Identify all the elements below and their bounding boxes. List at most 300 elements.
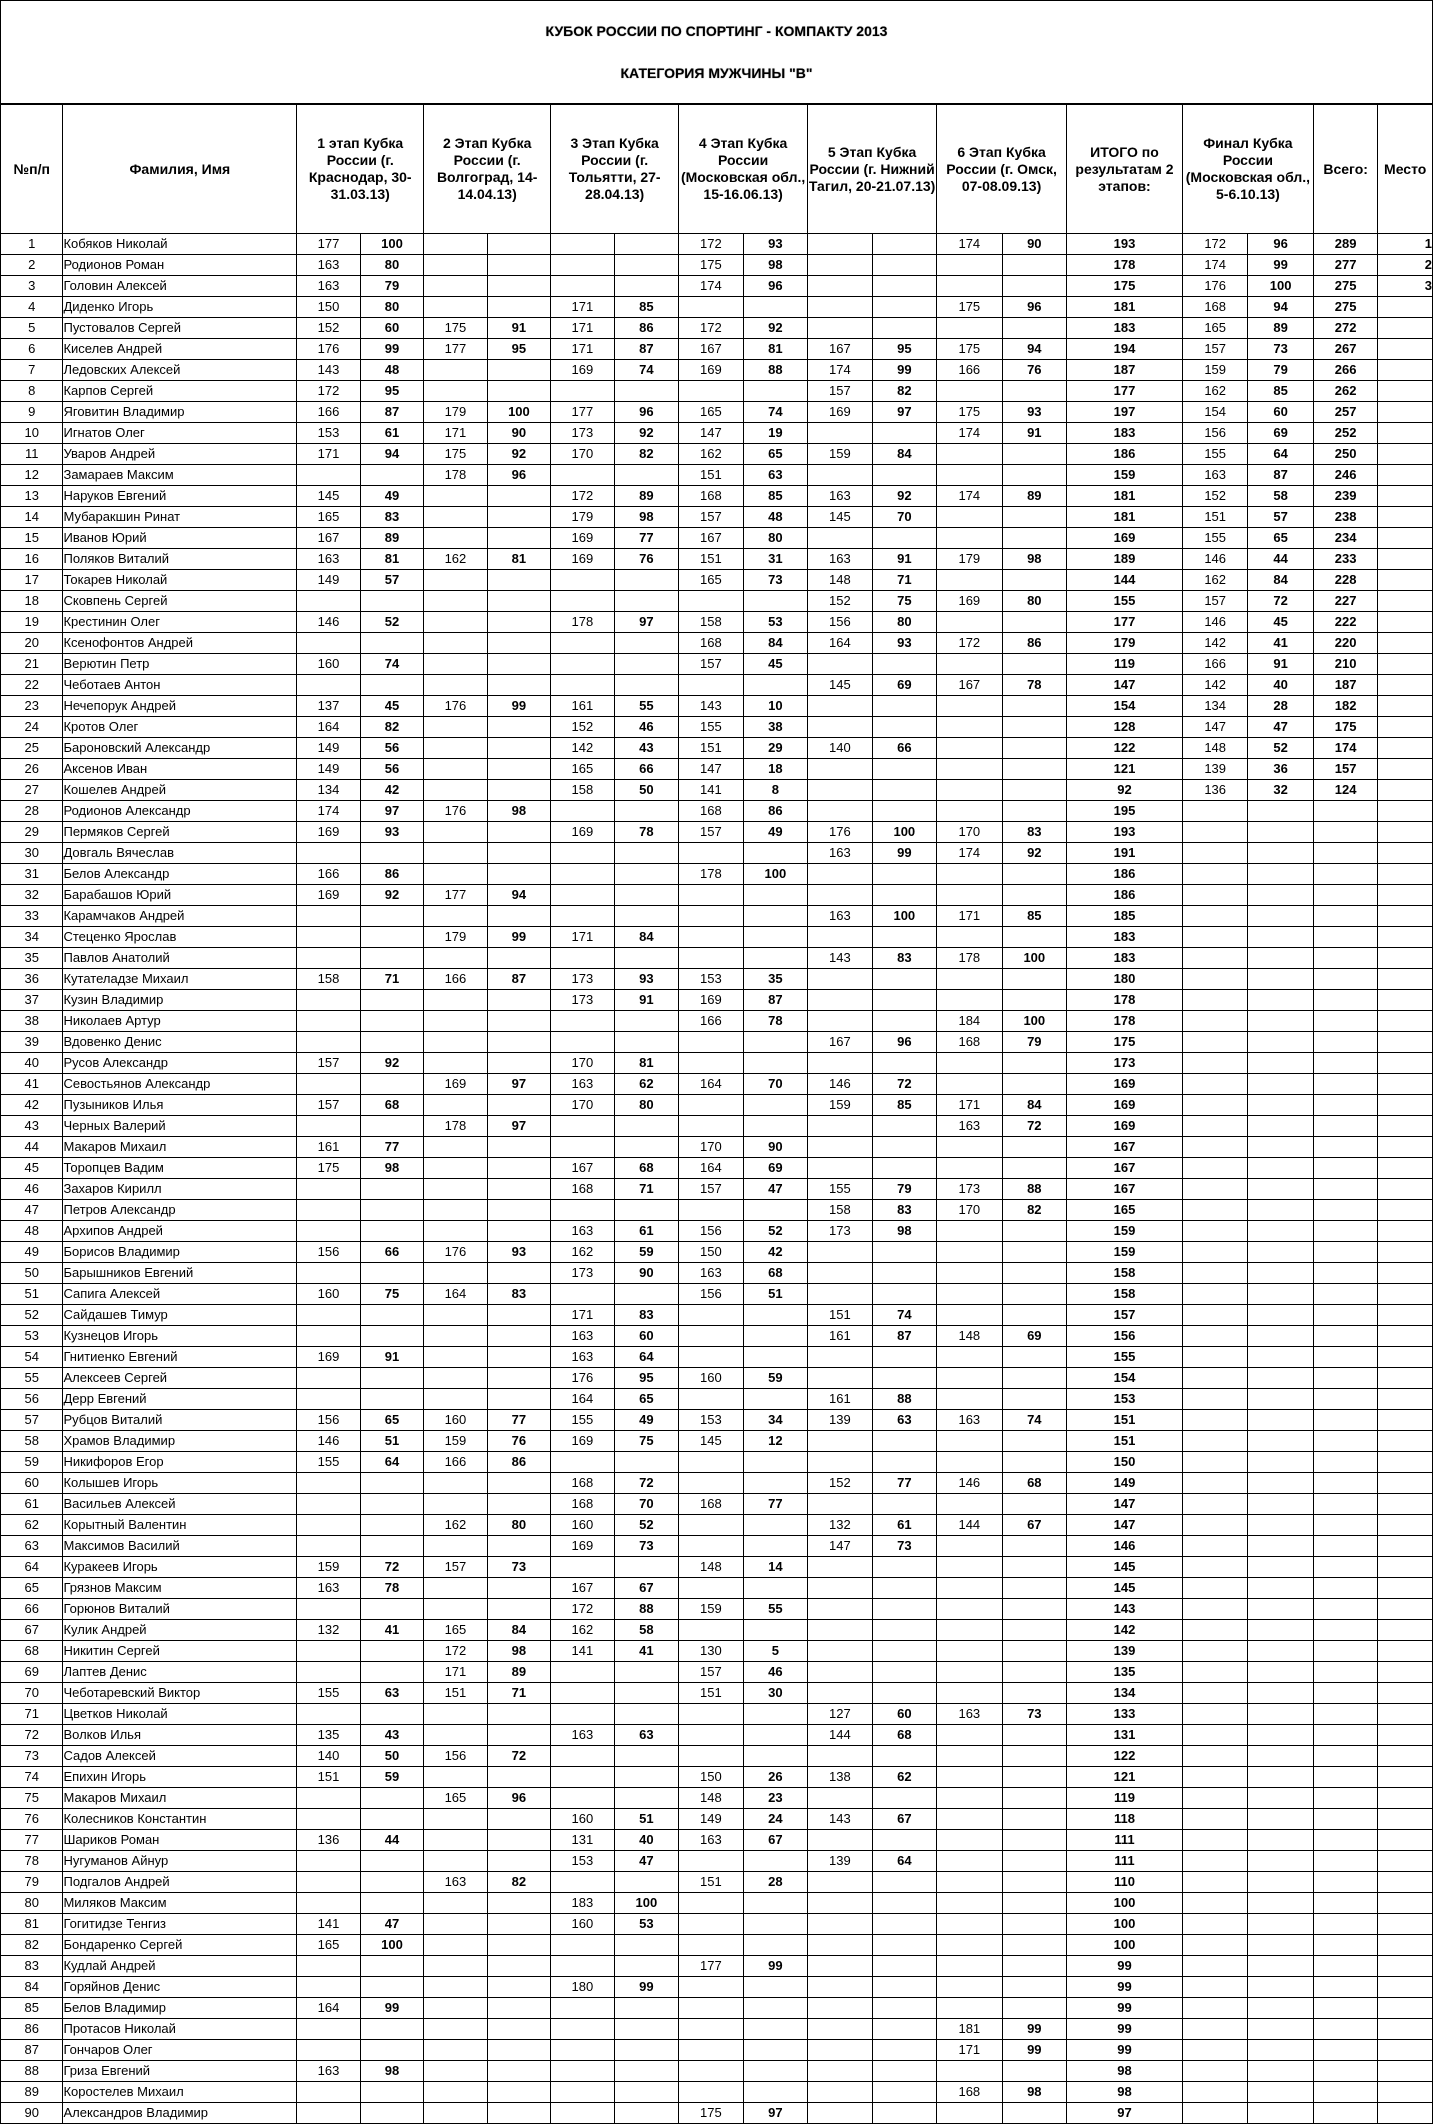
stage3-score-cell: 172 bbox=[551, 486, 614, 507]
grand-total-cell bbox=[1313, 1935, 1377, 1956]
two-stage-total-cell: 121 bbox=[1067, 1767, 1183, 1788]
row-number-cell: 8 bbox=[1, 381, 63, 402]
final-score-cell: 147 bbox=[1182, 717, 1247, 738]
athlete-name-cell: Наруков Евгений bbox=[63, 486, 297, 507]
final-points-cell bbox=[1248, 1305, 1314, 1326]
stage5-points-cell: 83 bbox=[872, 1200, 937, 1221]
row-number-cell: 54 bbox=[1, 1347, 63, 1368]
stage5-points-cell: 100 bbox=[872, 906, 937, 927]
two-stage-total-cell: 135 bbox=[1067, 1662, 1183, 1683]
stage4-score-cell: 149 bbox=[679, 1809, 743, 1830]
stage1-points-cell bbox=[360, 1494, 423, 1515]
stage1-points-cell bbox=[360, 1389, 423, 1410]
stage4-score-cell: 150 bbox=[679, 1242, 743, 1263]
stage1-points-cell bbox=[360, 1704, 423, 1725]
stage5-points-cell bbox=[872, 780, 937, 801]
stage3-score-cell: 163 bbox=[551, 1347, 614, 1368]
stage5-score-cell: 148 bbox=[808, 570, 872, 591]
table-row bbox=[1, 507, 1433, 528]
row-number-cell: 71 bbox=[1, 1704, 63, 1725]
stage6-points-cell bbox=[1002, 318, 1066, 339]
col-header-stage5: 5 Этап Кубка России (г. Нижний Тагил, 20-21.07.13) bbox=[808, 105, 937, 234]
stage2-points-cell bbox=[487, 570, 550, 591]
row-number-cell: 81 bbox=[1, 1914, 63, 1935]
stage2-score-cell bbox=[424, 1851, 487, 1872]
place-cell bbox=[1378, 1536, 1433, 1557]
stage2-points-cell bbox=[487, 1599, 550, 1620]
table-row bbox=[1, 1557, 1433, 1578]
final-points-cell bbox=[1248, 1746, 1314, 1767]
stage2-points-cell: 81 bbox=[487, 549, 550, 570]
stage6-score-cell bbox=[937, 738, 1002, 759]
stage5-points-cell bbox=[872, 969, 937, 990]
athlete-name-cell: Аксенов Иван bbox=[63, 759, 297, 780]
stage1-score-cell: 167 bbox=[297, 528, 360, 549]
stage2-points-cell: 73 bbox=[487, 1557, 550, 1578]
final-score-cell: 154 bbox=[1182, 402, 1247, 423]
stage1-score-cell bbox=[297, 1074, 360, 1095]
stage1-points-cell bbox=[360, 2082, 423, 2103]
athlete-name-cell: Цветков Николай bbox=[63, 1704, 297, 1725]
final-score-cell bbox=[1182, 2103, 1247, 2124]
table-row bbox=[1, 759, 1433, 780]
stage2-points-cell: 98 bbox=[487, 1641, 550, 1662]
stage5-score-cell bbox=[808, 1368, 872, 1389]
final-score-cell bbox=[1182, 1095, 1247, 1116]
row-number-cell: 48 bbox=[1, 1221, 63, 1242]
stage3-score-cell bbox=[551, 2019, 614, 2040]
results-body bbox=[1, 234, 1433, 2124]
stage4-points-cell bbox=[743, 1095, 807, 1116]
place-cell bbox=[1378, 1095, 1433, 1116]
stage5-score-cell bbox=[808, 423, 872, 444]
place-cell bbox=[1378, 1242, 1433, 1263]
stage4-score-cell: 157 bbox=[679, 654, 743, 675]
stage1-score-cell: 146 bbox=[297, 1431, 360, 1452]
grand-total-cell bbox=[1313, 1284, 1377, 1305]
stage5-score-cell bbox=[808, 1914, 872, 1935]
final-points-cell: 57 bbox=[1248, 507, 1314, 528]
stage6-points-cell bbox=[1002, 2103, 1066, 2124]
stage6-score-cell: 178 bbox=[937, 948, 1002, 969]
stage4-score-cell: 169 bbox=[679, 990, 743, 1011]
stage3-points-cell: 64 bbox=[614, 1347, 679, 1368]
stage5-points-cell bbox=[872, 2103, 937, 2124]
stage3-score-cell: 169 bbox=[551, 1431, 614, 1452]
stage4-score-cell: 159 bbox=[679, 1599, 743, 1620]
stage2-points-cell bbox=[487, 528, 550, 549]
row-number-cell: 32 bbox=[1, 885, 63, 906]
athlete-name-cell: Уваров Андрей bbox=[63, 444, 297, 465]
table-row bbox=[1, 1767, 1433, 1788]
stage2-score-cell bbox=[424, 843, 487, 864]
final-score-cell bbox=[1182, 927, 1247, 948]
stage3-score-cell bbox=[551, 1011, 614, 1032]
stage5-score-cell bbox=[808, 927, 872, 948]
stage1-score-cell bbox=[297, 2040, 360, 2061]
stage4-points-cell bbox=[743, 1452, 807, 1473]
stage2-points-cell bbox=[487, 234, 550, 255]
row-number-cell: 31 bbox=[1, 864, 63, 885]
two-stage-total-cell: 147 bbox=[1067, 675, 1183, 696]
stage2-score-cell: 175 bbox=[424, 318, 487, 339]
athlete-name-cell: Пустовалов Сергей bbox=[63, 318, 297, 339]
place-cell bbox=[1378, 780, 1433, 801]
stage6-points-cell bbox=[1002, 885, 1066, 906]
stage6-score-cell: 175 bbox=[937, 402, 1002, 423]
stage5-score-cell bbox=[808, 1578, 872, 1599]
place-cell bbox=[1378, 444, 1433, 465]
two-stage-total-cell: 169 bbox=[1067, 528, 1183, 549]
stage2-points-cell bbox=[487, 759, 550, 780]
stage1-score-cell: 169 bbox=[297, 885, 360, 906]
col-header-number: №п/п bbox=[1, 105, 63, 234]
grand-total-cell bbox=[1313, 1662, 1377, 1683]
stage5-points-cell bbox=[872, 1158, 937, 1179]
two-stage-total-cell: 100 bbox=[1067, 1914, 1183, 1935]
row-number-cell: 47 bbox=[1, 1200, 63, 1221]
stage1-points-cell: 81 bbox=[360, 549, 423, 570]
stage6-score-cell: 179 bbox=[937, 549, 1002, 570]
stage6-points-cell bbox=[1002, 1935, 1066, 1956]
stage4-score-cell: 158 bbox=[679, 612, 743, 633]
athlete-name-cell: Довгаль Вячеслав bbox=[63, 843, 297, 864]
stage4-score-cell bbox=[679, 1116, 743, 1137]
two-stage-total-cell: 158 bbox=[1067, 1284, 1183, 1305]
stage4-points-cell: 51 bbox=[743, 1284, 807, 1305]
stage3-score-cell: 152 bbox=[551, 717, 614, 738]
final-score-cell bbox=[1182, 2019, 1247, 2040]
stage1-score-cell bbox=[297, 1704, 360, 1725]
athlete-name-cell: Николаев Артур bbox=[63, 1011, 297, 1032]
stage6-score-cell: 172 bbox=[937, 633, 1002, 654]
final-points-cell: 36 bbox=[1248, 759, 1314, 780]
stage6-points-cell bbox=[1002, 528, 1066, 549]
stage1-points-cell bbox=[360, 948, 423, 969]
stage1-points-cell: 98 bbox=[360, 1158, 423, 1179]
stage3-points-cell: 83 bbox=[614, 1305, 679, 1326]
stage4-score-cell: 148 bbox=[679, 1557, 743, 1578]
place-cell bbox=[1378, 1935, 1433, 1956]
two-stage-total-cell: 197 bbox=[1067, 402, 1183, 423]
final-score-cell bbox=[1182, 864, 1247, 885]
two-stage-total-cell: 178 bbox=[1067, 1011, 1183, 1032]
stage5-points-cell: 99 bbox=[872, 360, 937, 381]
stage6-score-cell bbox=[937, 1935, 1002, 1956]
final-points-cell bbox=[1248, 1683, 1314, 1704]
grand-total-cell: 228 bbox=[1313, 570, 1377, 591]
stage3-points-cell: 65 bbox=[614, 1389, 679, 1410]
final-score-cell: 162 bbox=[1182, 570, 1247, 591]
final-score-cell bbox=[1182, 906, 1247, 927]
stage1-points-cell bbox=[360, 843, 423, 864]
table-row bbox=[1, 1032, 1433, 1053]
stage1-points-cell: 72 bbox=[360, 1557, 423, 1578]
stage3-score-cell: 153 bbox=[551, 1851, 614, 1872]
table-row bbox=[1, 633, 1433, 654]
stage1-points-cell bbox=[360, 1326, 423, 1347]
stage2-points-cell bbox=[487, 507, 550, 528]
place-cell bbox=[1378, 1284, 1433, 1305]
col-header-stage2: 2 Этап Кубка России (г. Волгоград, 14-14.04.13) bbox=[424, 105, 551, 234]
stage1-points-cell bbox=[360, 1011, 423, 1032]
stage1-points-cell bbox=[360, 1662, 423, 1683]
stage6-points-cell bbox=[1002, 570, 1066, 591]
two-stage-total-cell: 191 bbox=[1067, 843, 1183, 864]
stage1-score-cell: 157 bbox=[297, 1095, 360, 1116]
stage3-score-cell bbox=[551, 948, 614, 969]
stage2-points-cell bbox=[487, 864, 550, 885]
final-points-cell bbox=[1248, 1935, 1314, 1956]
final-points-cell bbox=[1248, 1872, 1314, 1893]
stage2-score-cell bbox=[424, 1389, 487, 1410]
stage4-score-cell bbox=[679, 1620, 743, 1641]
stage2-score-cell bbox=[424, 1221, 487, 1242]
stage3-score-cell: 131 bbox=[551, 1830, 614, 1851]
stage6-score-cell bbox=[937, 381, 1002, 402]
stage1-score-cell: 161 bbox=[297, 1137, 360, 1158]
place-cell bbox=[1378, 465, 1433, 486]
stage3-points-cell: 49 bbox=[614, 1410, 679, 1431]
stage6-points-cell bbox=[1002, 1725, 1066, 1746]
stage1-score-cell bbox=[297, 906, 360, 927]
stage1-score-cell: 143 bbox=[297, 360, 360, 381]
stage4-points-cell bbox=[743, 843, 807, 864]
final-points-cell bbox=[1248, 1221, 1314, 1242]
stage4-points-cell bbox=[743, 906, 807, 927]
athlete-name-cell: Барабашов Юрий bbox=[63, 885, 297, 906]
stage3-score-cell bbox=[551, 381, 614, 402]
stage6-points-cell: 83 bbox=[1002, 822, 1066, 843]
stage1-score-cell: 155 bbox=[297, 1452, 360, 1473]
stage6-score-cell bbox=[937, 1389, 1002, 1410]
stage2-score-cell bbox=[424, 864, 487, 885]
stage1-points-cell: 77 bbox=[360, 1137, 423, 1158]
stage2-points-cell bbox=[487, 297, 550, 318]
stage6-points-cell bbox=[1002, 1914, 1066, 1935]
stage4-score-cell bbox=[679, 381, 743, 402]
stage6-points-cell: 88 bbox=[1002, 1179, 1066, 1200]
stage1-points-cell: 43 bbox=[360, 1725, 423, 1746]
table-row bbox=[1, 612, 1433, 633]
stage2-score-cell: 177 bbox=[424, 885, 487, 906]
stage6-points-cell bbox=[1002, 780, 1066, 801]
table-row bbox=[1, 1977, 1433, 1998]
stage6-score-cell bbox=[937, 1494, 1002, 1515]
stage4-points-cell: 69 bbox=[743, 1158, 807, 1179]
athlete-name-cell: Гончаров Олег bbox=[63, 2040, 297, 2061]
athlete-name-cell: Архипов Андрей bbox=[63, 1221, 297, 1242]
stage5-points-cell bbox=[872, 1977, 937, 1998]
stage4-score-cell: 165 bbox=[679, 570, 743, 591]
place-cell bbox=[1378, 1683, 1433, 1704]
stage2-points-cell bbox=[487, 1011, 550, 1032]
final-score-cell bbox=[1182, 1494, 1247, 1515]
athlete-name-cell: Ледовских Алексей bbox=[63, 360, 297, 381]
table-row bbox=[1, 1053, 1433, 1074]
row-number-cell: 23 bbox=[1, 696, 63, 717]
stage6-points-cell bbox=[1002, 1809, 1066, 1830]
final-points-cell: 44 bbox=[1248, 549, 1314, 570]
place-cell bbox=[1378, 1053, 1433, 1074]
table-row bbox=[1, 1788, 1433, 1809]
stage3-points-cell: 40 bbox=[614, 1830, 679, 1851]
two-stage-total-cell: 98 bbox=[1067, 2061, 1183, 2082]
stage6-score-cell: 171 bbox=[937, 906, 1002, 927]
stage5-points-cell bbox=[872, 1053, 937, 1074]
stage3-points-cell: 87 bbox=[614, 339, 679, 360]
stage3-points-cell: 92 bbox=[614, 423, 679, 444]
stage2-score-cell bbox=[424, 507, 487, 528]
stage1-score-cell bbox=[297, 1977, 360, 1998]
two-stage-total-cell: 177 bbox=[1067, 381, 1183, 402]
stage5-points-cell: 92 bbox=[872, 486, 937, 507]
stage5-score-cell: 158 bbox=[808, 1200, 872, 1221]
final-score-cell bbox=[1182, 1116, 1247, 1137]
stage4-points-cell: 84 bbox=[743, 633, 807, 654]
stage5-score-cell bbox=[808, 1347, 872, 1368]
stage4-points-cell: 23 bbox=[743, 1788, 807, 1809]
stage5-score-cell: 155 bbox=[808, 1179, 872, 1200]
stage1-points-cell: 89 bbox=[360, 528, 423, 549]
row-number-cell: 79 bbox=[1, 1872, 63, 1893]
stage3-points-cell: 74 bbox=[614, 360, 679, 381]
two-stage-total-cell: 154 bbox=[1067, 1368, 1183, 1389]
final-score-cell: 134 bbox=[1182, 696, 1247, 717]
stage3-score-cell: 141 bbox=[551, 1641, 614, 1662]
stage5-points-cell bbox=[872, 1368, 937, 1389]
row-number-cell: 82 bbox=[1, 1935, 63, 1956]
stage2-points-cell bbox=[487, 675, 550, 696]
stage1-points-cell bbox=[360, 1263, 423, 1284]
stage1-points-cell bbox=[360, 1515, 423, 1536]
stage5-score-cell: 147 bbox=[808, 1536, 872, 1557]
grand-total-cell bbox=[1313, 822, 1377, 843]
stage5-score-cell: 161 bbox=[808, 1389, 872, 1410]
final-points-cell bbox=[1248, 1137, 1314, 1158]
place-cell bbox=[1378, 1641, 1433, 1662]
stage6-points-cell bbox=[1002, 1788, 1066, 1809]
row-number-cell: 13 bbox=[1, 486, 63, 507]
row-number-cell: 55 bbox=[1, 1368, 63, 1389]
final-score-cell: 155 bbox=[1182, 444, 1247, 465]
stage4-points-cell bbox=[743, 1620, 807, 1641]
stage6-score-cell bbox=[937, 864, 1002, 885]
stage5-score-cell bbox=[808, 1431, 872, 1452]
row-number-cell: 63 bbox=[1, 1536, 63, 1557]
stage5-points-cell bbox=[872, 1263, 937, 1284]
athlete-name-cell: Макаров Михаил bbox=[63, 1788, 297, 1809]
two-stage-total-cell: 147 bbox=[1067, 1494, 1183, 1515]
stage1-score-cell bbox=[297, 1893, 360, 1914]
row-number-cell: 33 bbox=[1, 906, 63, 927]
place-cell bbox=[1378, 507, 1433, 528]
stage5-points-cell: 95 bbox=[872, 339, 937, 360]
stage2-score-cell bbox=[424, 1914, 487, 1935]
table-row bbox=[1, 738, 1433, 759]
stage6-score-cell: 173 bbox=[937, 1179, 1002, 1200]
two-stage-total-cell: 150 bbox=[1067, 1452, 1183, 1473]
final-score-cell bbox=[1182, 1788, 1247, 1809]
athlete-name-cell: Борисов Владимир bbox=[63, 1242, 297, 1263]
stage5-points-cell: 83 bbox=[872, 948, 937, 969]
final-score-cell bbox=[1182, 1662, 1247, 1683]
stage1-score-cell bbox=[297, 1473, 360, 1494]
grand-total-cell bbox=[1313, 1557, 1377, 1578]
place-cell bbox=[1378, 1200, 1433, 1221]
row-number-cell: 88 bbox=[1, 2061, 63, 2082]
stage6-score-cell bbox=[937, 696, 1002, 717]
stage1-score-cell: 156 bbox=[297, 1242, 360, 1263]
table-row bbox=[1, 864, 1433, 885]
stage5-points-cell bbox=[872, 1452, 937, 1473]
row-number-cell: 58 bbox=[1, 1431, 63, 1452]
place-cell: 3 bbox=[1378, 276, 1433, 297]
place-cell bbox=[1378, 906, 1433, 927]
stage5-score-cell bbox=[808, 1641, 872, 1662]
stage2-score-cell bbox=[424, 759, 487, 780]
stage1-points-cell: 42 bbox=[360, 780, 423, 801]
stage2-points-cell bbox=[487, 255, 550, 276]
stage1-points-cell: 49 bbox=[360, 486, 423, 507]
stage3-points-cell: 97 bbox=[614, 612, 679, 633]
stage3-score-cell bbox=[551, 1116, 614, 1137]
stage6-points-cell bbox=[1002, 1662, 1066, 1683]
grand-total-cell bbox=[1313, 1452, 1377, 1473]
athlete-name-cell: Яговитин Владимир bbox=[63, 402, 297, 423]
athlete-name-cell: Макаров Михаил bbox=[63, 1137, 297, 1158]
row-number-cell: 45 bbox=[1, 1158, 63, 1179]
table-row bbox=[1, 255, 1433, 276]
stage3-points-cell: 84 bbox=[614, 927, 679, 948]
stage3-points-cell bbox=[614, 1284, 679, 1305]
row-number-cell: 2 bbox=[1, 255, 63, 276]
stage3-points-cell: 63 bbox=[614, 1725, 679, 1746]
two-stage-total-cell: 181 bbox=[1067, 486, 1183, 507]
final-score-cell bbox=[1182, 1452, 1247, 1473]
athlete-name-cell: Чеботаев Антон bbox=[63, 675, 297, 696]
place-cell bbox=[1378, 1389, 1433, 1410]
results-table bbox=[0, 104, 1433, 2124]
stage6-points-cell bbox=[1002, 1830, 1066, 1851]
stage1-points-cell bbox=[360, 2103, 423, 2124]
stage2-score-cell bbox=[424, 738, 487, 759]
stage3-score-cell: 173 bbox=[551, 990, 614, 1011]
stage3-score-cell: 171 bbox=[551, 927, 614, 948]
final-score-cell: 136 bbox=[1182, 780, 1247, 801]
two-stage-total-cell: 177 bbox=[1067, 612, 1183, 633]
final-points-cell bbox=[1248, 1914, 1314, 1935]
final-score-cell: 176 bbox=[1182, 276, 1247, 297]
stage1-points-cell: 48 bbox=[360, 360, 423, 381]
stage3-points-cell: 70 bbox=[614, 1494, 679, 1515]
stage5-score-cell bbox=[808, 2061, 872, 2082]
stage2-score-cell: 159 bbox=[424, 1431, 487, 1452]
stage6-score-cell bbox=[937, 1284, 1002, 1305]
row-number-cell: 61 bbox=[1, 1494, 63, 1515]
stage6-points-cell: 67 bbox=[1002, 1515, 1066, 1536]
two-stage-total-cell: 173 bbox=[1067, 1053, 1183, 1074]
stage1-score-cell: 140 bbox=[297, 1746, 360, 1767]
stage5-score-cell: 157 bbox=[808, 381, 872, 402]
table-row bbox=[1, 360, 1433, 381]
stage1-score-cell: 149 bbox=[297, 570, 360, 591]
stage6-score-cell: 181 bbox=[937, 2019, 1002, 2040]
stage1-points-cell bbox=[360, 1116, 423, 1137]
stage2-score-cell bbox=[424, 1305, 487, 1326]
stage4-score-cell bbox=[679, 1452, 743, 1473]
stage1-score-cell bbox=[297, 1536, 360, 1557]
